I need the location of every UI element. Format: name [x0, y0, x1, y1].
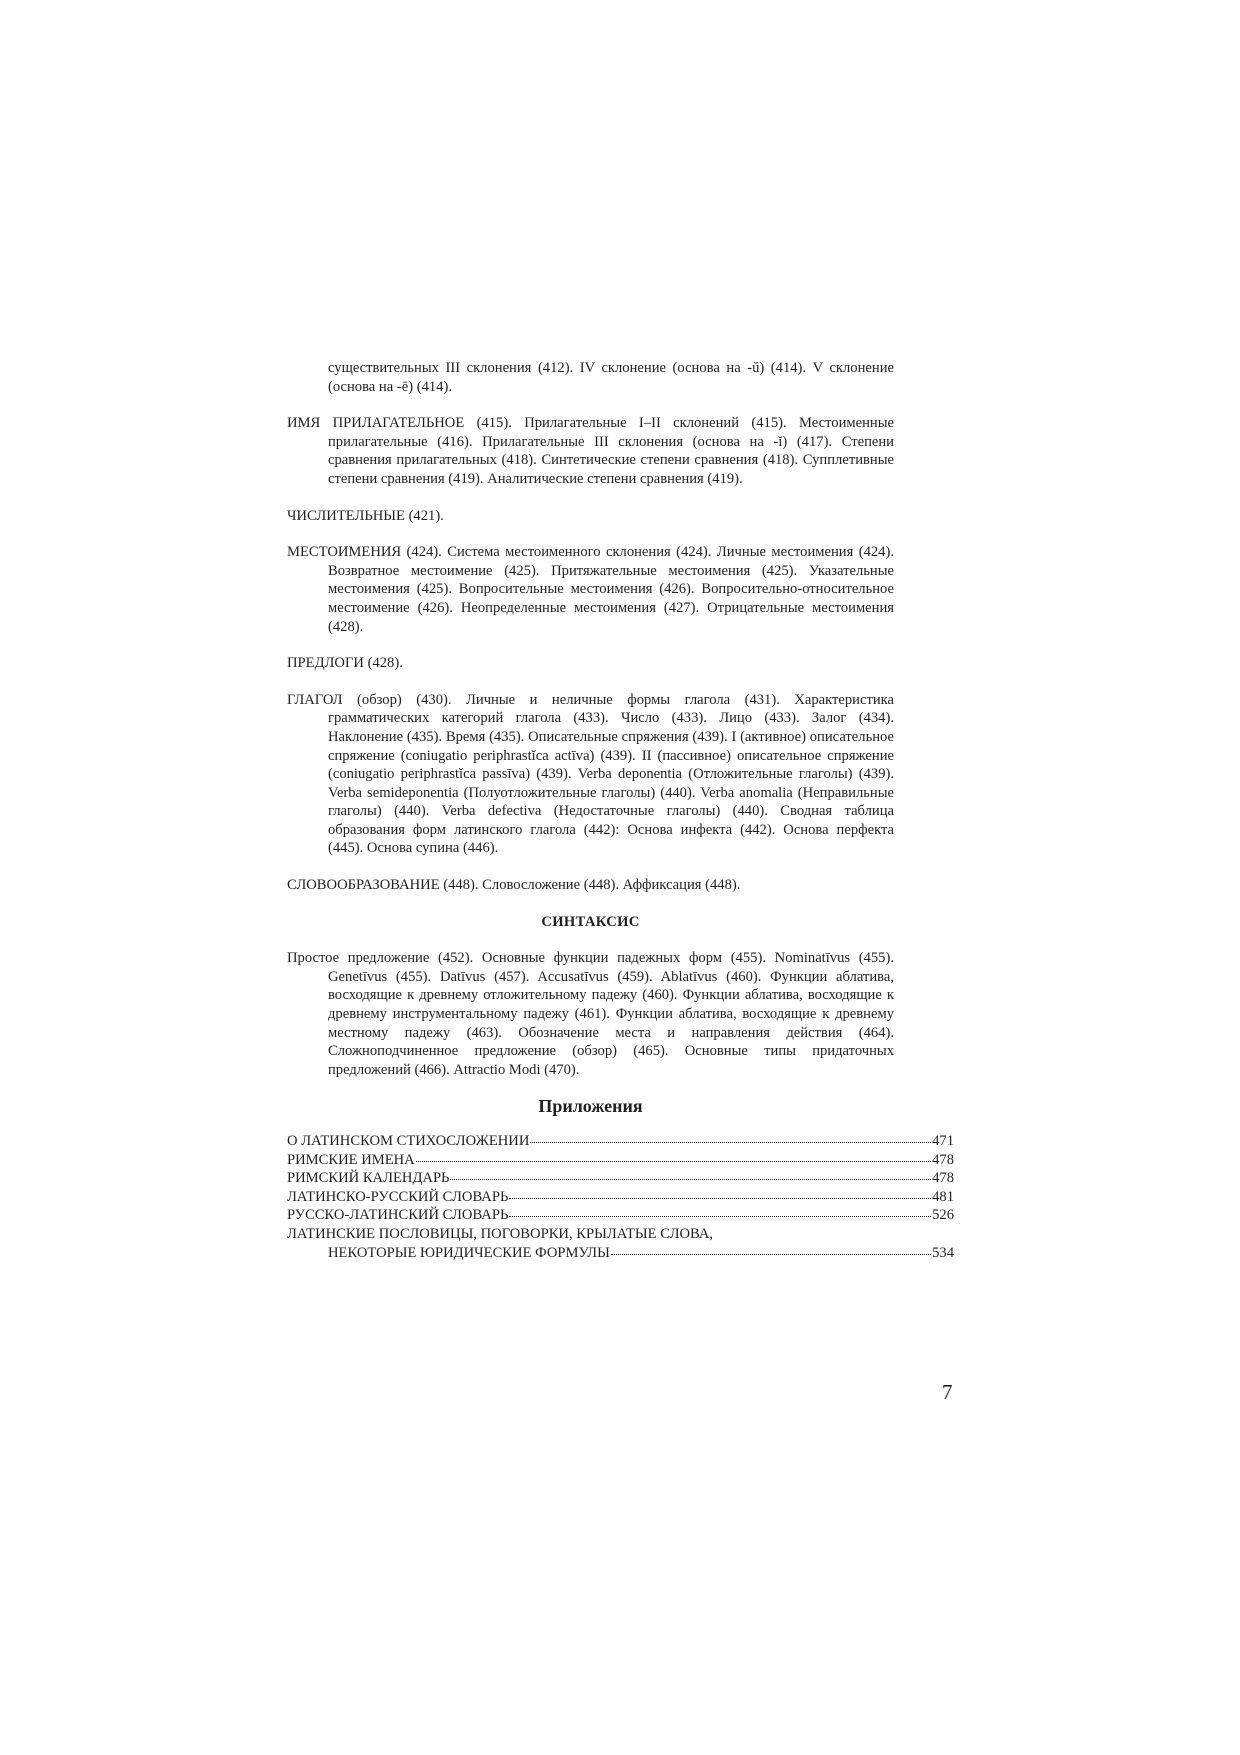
dot-leader: [509, 1186, 931, 1199]
toc-entry-verb: ГЛАГОЛ (обзор) (430). Личные и неличные формы глагола (431). Характеристика грамматических категорий глагола (433). Число (433). Лицо (433). Залог (434). Наклонение (435). Время (435). Описательные спряжения (439). I (активное) описательное спряжение (coniugatio periphrastĭca actīva) (439). II (пассивное) описательное спряжение (coniugatio periphrastĭca passīva) (439). Verba deponentia (Отложительные глаголы) (439). Verba semideponentia (Полуотложительные глаголы) (440). Verba anomalia (Неправильные глаголы) (440). Verba defectiva (Недостаточные глаголы) (440). Сводная таблица образования форм латинского глагола (442): Основа инфекта (442). Основа перфекта (445). Основа супина (446).: [287, 691, 894, 857]
appendix-item-last-line2: [287, 1244, 954, 1263]
appendix-list: [287, 1132, 954, 1262]
appendix-item-title: ЛАТИНСКО-РУССКИЙ СЛОВАРЬ: [287, 1188, 509, 1205]
appendix-heading: Приложения: [538, 1096, 643, 1117]
appendix-item-title: РИМСКИЕ ИМЕНА: [287, 1151, 415, 1168]
appendix-item-page: 471: [932, 1133, 954, 1149]
toc-entry-prepositions: ПРЕДЛОГИ (428).: [287, 655, 403, 672]
dot-leader: [509, 1204, 931, 1217]
table-of-contents: [287, 359, 954, 1262]
appendix-item-title: РИМСКИЙ КАЛЕНДАРЬ: [287, 1170, 450, 1187]
dot-leader: [416, 1149, 931, 1162]
dot-leader: [611, 1242, 931, 1255]
toc-entry-pronouns: МЕСТОИМЕНИЯ (424). Система местоименного склонения (424). Личные местоимения (424). Возвратное местоимение (425). Притяжательные местоимения (425). Указательные местоимения (425). Вопросительные местоимения (426). Вопросительно-относительное местоимение (426). Неопределенные местоимения (427). Отрицательные местоимения (428).: [287, 544, 894, 635]
appendix-item: [287, 1206, 954, 1225]
appendix-item-page: 534: [932, 1244, 954, 1261]
toc-entry-adjective: ИМЯ ПРИЛАГАТЕЛЬНОЕ (415). Прилагательные I–II склонений (415). Местоименные прилагательные (416). Прилагательные III склонения (основа на -ĭ) (417). Степени сравнения прилагательных (418). Синтетические степени сравнения (418). Супплетивные степени сравнения (419). Аналитические степени сравнения (419).: [287, 415, 894, 487]
dot-leader: [530, 1130, 931, 1143]
syntax-heading: СИНТАКСИС: [541, 913, 640, 930]
toc-entry-syntax: Простое предложение (452). Основные функции падежных форм (455). Nominatīvus (455). Genetīvus (455). Datīvus (457). Accusatīvus (459). Ablatīvus (460). Функции аблатива, восходящие к древнему отложительному падежу (460). Функции аблатива, восходящие к древнему инструментальному падежу (461). Функции аблатива, восходящие к древнему местному падежу (463). Обозначение места и направления действия (464). Сложноподчиненное предложение (обзор) (465). Основные типы придаточных предложений (466). Attractio Modi (470).: [287, 950, 894, 1078]
appendix-item-title: РУССКО-ЛАТИНСКИЙ СЛОВАРЬ: [287, 1207, 509, 1224]
appendix-item-title: ЛАТИНСКИЕ ПОСЛОВИЦЫ, ПОГОВОРКИ, КРЫЛАТЫЕ СЛОВА,: [287, 1225, 714, 1242]
page-number: 7: [942, 1380, 953, 1404]
appendix-item-title-continued: НЕКОТОРЫЕ ЮРИДИЧЕСКИЕ ФОРМУЛЫ: [328, 1244, 610, 1261]
toc-entry-nouns-continued: существительных III склонения (412). IV склонение (основа на -ŭ) (414). V склонение (основа на -ē) (414).: [328, 360, 894, 395]
appendix-item-page: 478: [932, 1151, 954, 1168]
toc-entry-numerals: ЧИСЛИТЕЛЬНЫЕ (421).: [287, 507, 444, 524]
appendix-item-page: 481: [932, 1188, 954, 1205]
appendix-item-page: 526: [932, 1207, 954, 1224]
toc-entry-word-formation: СЛОВООБРАЗОВАНИЕ (448). Словосложение (448). Аффиксация (448).: [287, 877, 741, 894]
appendix-item-title: О ЛАТИНСКОМ СТИХОСЛОЖЕНИИ: [287, 1133, 530, 1149]
appendix-item-page: 478: [932, 1170, 954, 1187]
dot-leader: [450, 1167, 931, 1180]
